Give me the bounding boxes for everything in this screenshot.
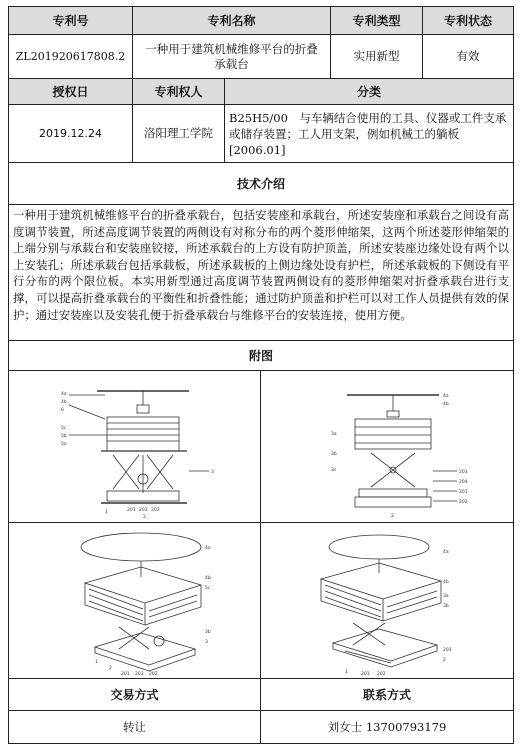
patent-type-value: 实用新型 bbox=[331, 35, 423, 78]
side-view-label-2: 2 bbox=[391, 514, 394, 519]
iso-view-2-label-4a: 4a bbox=[443, 550, 449, 555]
iso-view-1-label-202: 202 bbox=[149, 672, 158, 677]
trade-contact-header-row bbox=[9, 679, 513, 711]
iso-view-2-label-203: 203 bbox=[443, 648, 452, 653]
iso-view-1-label-4a: 4a bbox=[205, 546, 211, 551]
front-view-label-2: 2 bbox=[143, 515, 146, 520]
side-view-label-3a: 3a bbox=[331, 432, 337, 437]
patentee-value: 洛阳理工学院 bbox=[133, 105, 225, 162]
front-view-label-5c: 5c bbox=[61, 426, 67, 431]
trade-contact-value-row bbox=[9, 711, 513, 743]
iso-view-1-label-2: 2 bbox=[109, 666, 112, 671]
patentee-header: 专利权人 bbox=[133, 79, 225, 104]
iso-view-1-label-3: 3 bbox=[205, 640, 208, 645]
side-view-drawing bbox=[261, 371, 513, 521]
grant-date-value: 2019.12.24 bbox=[9, 105, 133, 162]
iso-view-1-label-5c: 5c bbox=[205, 586, 211, 591]
side-view-label-3b: 3b bbox=[331, 452, 337, 457]
iso-view-2-drawing bbox=[261, 523, 513, 677]
front-view-label-202: 202 bbox=[151, 508, 160, 513]
iso-view-2-label-202: 202 bbox=[377, 672, 386, 677]
iso-view-2-label-3a: 3a bbox=[443, 594, 449, 599]
patent-no-value: ZL201920617808.2 bbox=[9, 35, 133, 78]
tech-intro-row bbox=[9, 205, 513, 341]
iso-view-1-label-203: 203 bbox=[135, 672, 144, 677]
front-view-label-1: 1 bbox=[105, 510, 108, 515]
front-view-label-5b: 5b bbox=[61, 434, 67, 439]
front-view-label-203: 203 bbox=[139, 508, 148, 513]
tech-intro-header: 技术介绍 bbox=[9, 163, 513, 204]
iso-view-1-label-4b: 4b bbox=[205, 576, 211, 581]
iso-view-2-label-3b: 3b bbox=[443, 604, 449, 609]
patent-name-value: 一种用于建筑机械维修平台的折叠承载台 bbox=[133, 35, 331, 78]
contact-header: 联系方式 bbox=[261, 679, 513, 710]
iso-view-2-label-201: 201 bbox=[361, 672, 370, 677]
side-view-label-3c: 3c bbox=[331, 468, 337, 473]
tech-intro-header-row bbox=[9, 163, 513, 205]
iso-view-1-label-3b: 3b bbox=[205, 630, 211, 635]
classification-value: B25H5/00 与车辆结合使用的工具、仪器或工件支承或储存装置；工人用支架，例如机械工的躺板[2006.01] bbox=[229, 110, 507, 157]
iso-view-2-label-2: 2 bbox=[443, 658, 446, 663]
side-view-label-203: 203 bbox=[459, 470, 468, 475]
side-view-label-4b: 4b bbox=[443, 402, 449, 407]
side-view-label-4a: 4a bbox=[443, 394, 449, 399]
front-view-label-4b: 4b bbox=[61, 400, 67, 405]
figures-header: 附图 bbox=[9, 341, 513, 370]
iso-view-1-drawing bbox=[9, 523, 259, 677]
front-view-label-4a: 4a bbox=[61, 392, 67, 397]
side-view-label-201: 201 bbox=[459, 490, 468, 495]
value-row-1 bbox=[9, 35, 513, 79]
patent-name-header: 专利名称 bbox=[133, 7, 331, 34]
iso-view-1-label-1: 1 bbox=[95, 660, 98, 665]
figures-header-row bbox=[9, 341, 513, 371]
trade-mode-header: 交易方式 bbox=[9, 679, 261, 710]
patent-no-header: 专利号 bbox=[9, 7, 133, 34]
header-row-2 bbox=[9, 79, 513, 105]
figure-iso-view-2 bbox=[261, 523, 513, 679]
patent-info-sheet bbox=[8, 6, 514, 744]
front-view-label-5a: 5a bbox=[61, 442, 67, 447]
iso-view-2-label-4b: 4b bbox=[443, 580, 449, 585]
header-row-1 bbox=[9, 7, 513, 35]
grant-date-header: 授权日 bbox=[9, 79, 133, 104]
value-row-2 bbox=[9, 105, 513, 163]
trade-mode-value: 转让 bbox=[9, 711, 261, 743]
figure-iso-view-1 bbox=[9, 523, 261, 679]
iso-view-2-label-1: 1 bbox=[345, 670, 348, 675]
patent-status-value: 有效 bbox=[456, 49, 480, 63]
classification-header: 分类 bbox=[225, 79, 513, 104]
front-view-label-3: 3 bbox=[211, 470, 214, 475]
contact-value: 刘女士 13700793179 bbox=[327, 719, 447, 734]
iso-view-1-label-201: 201 bbox=[121, 672, 130, 677]
figure-side-view bbox=[261, 371, 513, 523]
front-view-drawing bbox=[9, 371, 259, 521]
patent-type-header: 专利类型 bbox=[331, 7, 423, 34]
side-view-label-204: 204 bbox=[459, 480, 468, 485]
patent-status-header: 专利状态 bbox=[423, 7, 513, 34]
side-view-label-202: 202 bbox=[459, 500, 468, 505]
front-view-label-6: 6 bbox=[61, 408, 64, 413]
tech-intro-text: 一种用于建筑机械维修平台的折叠承载台，包括安装座和承载台，所述安装座和承载台之间设有高度调节装置，所述高度调节装置的两侧设有对称分布的两个菱形伸缩架，这两个所述菱形伸缩架的上端分别与承载台和安装座铰接，所述承载台的上方设有防护顶盖，所述安装座边缘处设有两个以上安装孔；所述承载台包括承载板，所述承载板的上侧边缘处设有护栏，所述承载板的下侧设有平行分布的两个限位板。本实用新型通过高度调节装置两侧设有的菱形伸缩架对折叠承载台进行支撑，可以提高折叠承载台的平衡性和折叠性能；通过防护顶盖和护栏可以对工作人员提供有效的保护；通过安装座以及安装孔便于折叠承载台与维修平台的安装连接，使用方便。 bbox=[13, 208, 509, 322]
figure-front-view bbox=[9, 371, 261, 523]
front-view-label-201: 201 bbox=[127, 508, 136, 513]
